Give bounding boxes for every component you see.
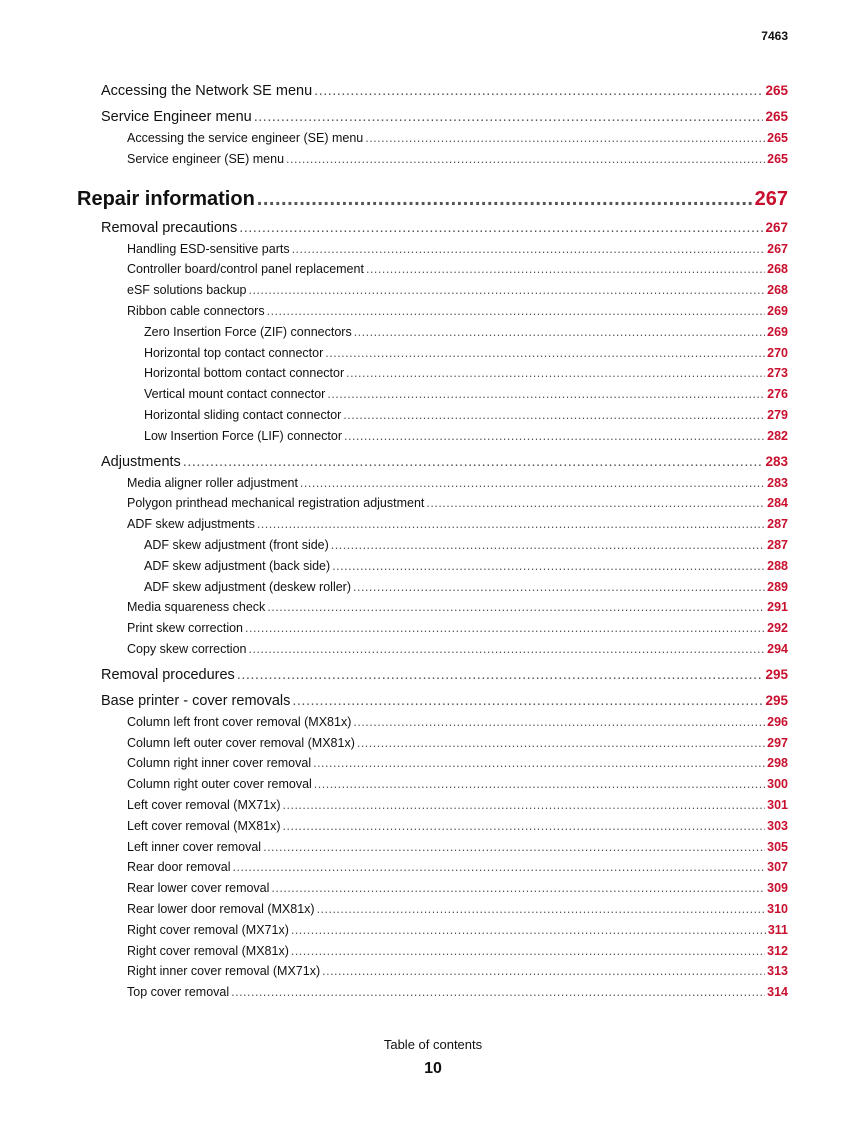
toc-entry[interactable]: [127, 239, 788, 260]
toc-entry-label: Media squareness check: [127, 600, 266, 615]
toc-entry-label: Accessing the Network SE menu: [101, 83, 313, 99]
toc-entry[interactable]: [144, 384, 788, 405]
dot-leader: [300, 473, 765, 494]
toc-entry-page-link[interactable]: 265: [767, 131, 788, 145]
toc-entry-label: ADF skew adjustment (deskew roller): [144, 579, 352, 594]
toc-entry-page-link[interactable]: 289: [767, 579, 788, 594]
toc-entry-page-link[interactable]: 307: [767, 860, 788, 875]
toc-entry-label: Copy skew correction: [127, 641, 247, 656]
toc-entry[interactable]: [127, 941, 788, 962]
toc-entry-label: Left cover removal (MX81x): [127, 818, 281, 833]
toc-entry-label: Horizontal sliding contact connector: [144, 407, 342, 422]
toc-entry-label: Rear lower cover removal: [127, 881, 270, 896]
dot-leader: [286, 149, 765, 170]
table-of-contents: [0, 79, 866, 1003]
toc-entry-page-link[interactable]: 310: [767, 901, 788, 916]
toc-entry[interactable]: [127, 301, 788, 322]
dot-leader: [332, 556, 765, 577]
toc-entry[interactable]: [144, 426, 788, 447]
toc-entry-label: Media aligner roller adjustment: [127, 475, 298, 490]
dot-leader: [291, 941, 765, 962]
toc-entry-label: Horizontal bottom contact connector: [144, 366, 345, 381]
toc-entry[interactable]: [127, 857, 788, 878]
dot-leader: [314, 774, 765, 795]
dot-leader: [357, 733, 765, 754]
toc-entry[interactable]: [127, 837, 788, 858]
toc-entry-page-link[interactable]: 291: [767, 600, 788, 615]
toc-entry-page-link[interactable]: 265: [765, 109, 788, 124]
dot-leader: [292, 239, 766, 260]
dot-leader: [231, 982, 765, 1003]
toc-entry[interactable]: [101, 216, 788, 239]
toc-entry[interactable]: [127, 899, 788, 920]
toc-entry-page-link[interactable]: 298: [767, 756, 788, 771]
toc-entry-page-link[interactable]: 311: [767, 922, 788, 937]
toc-entry-label: Polygon printhead mechanical registration adjustment: [127, 496, 425, 511]
toc-entry[interactable]: [127, 618, 788, 639]
dot-leader: [183, 451, 764, 474]
toc-entry-label: Ribbon cable connectors: [127, 303, 265, 318]
toc-entry-page-link[interactable]: 312: [767, 943, 788, 958]
toc-entry-label: Column right outer cover removal: [127, 777, 312, 792]
toc-entry-label: Right cover removal (MX81x): [127, 943, 289, 958]
toc-entry[interactable]: [101, 105, 788, 128]
toc-entry[interactable]: [127, 473, 788, 494]
toc-entry-page-link[interactable]: 303: [767, 818, 788, 833]
toc-entry-label: Right inner cover removal (MX71x): [127, 964, 321, 979]
dot-leader: [331, 535, 765, 556]
toc-entry-label: ADF skew adjustment (back side): [144, 558, 331, 573]
toc-entry[interactable]: [144, 343, 788, 364]
toc-entry-page-link[interactable]: 295: [765, 692, 788, 708]
toc-entry[interactable]: [127, 753, 788, 774]
toc-entry-label: ADF skew adjustments: [127, 517, 255, 532]
toc-entry-page-link[interactable]: 273: [767, 366, 788, 381]
dot-leader: [346, 363, 765, 384]
dot-leader: [313, 753, 765, 774]
document-number: 7463: [761, 29, 788, 43]
toc-entry[interactable]: [101, 79, 788, 102]
toc-entry[interactable]: [144, 577, 788, 598]
toc-entry-page-link[interactable]: 270: [767, 345, 788, 360]
toc-entry-page-link[interactable]: 265: [767, 151, 788, 166]
toc-entry-label: Rear door removal: [127, 860, 231, 875]
toc-entry[interactable]: [101, 689, 788, 712]
toc-entry-label: Rear lower door removal (MX81x): [127, 901, 315, 916]
toc-entry[interactable]: [127, 733, 788, 754]
toc-entry[interactable]: [127, 712, 788, 733]
toc-entry-label: Zero Insertion Force (ZIF) connectors: [144, 324, 352, 339]
dot-leader: [267, 301, 766, 322]
dot-leader: [343, 405, 765, 426]
toc-entry-label: Removal precautions: [101, 219, 238, 236]
toc-entry-page-link[interactable]: 297: [767, 735, 788, 750]
toc-entry[interactable]: [144, 535, 788, 556]
toc-entry[interactable]: [127, 493, 788, 514]
toc-entry[interactable]: [127, 259, 788, 280]
toc-entry[interactable]: [127, 878, 788, 899]
toc-entry-label: Right cover removal (MX71x): [127, 922, 289, 937]
dot-leader: [249, 280, 766, 301]
dot-leader: [354, 322, 765, 343]
dot-leader: [426, 493, 765, 514]
toc-entry-page-link[interactable]: 269: [767, 303, 788, 318]
dot-leader: [327, 384, 765, 405]
toc-entry[interactable]: [127, 961, 788, 982]
toc-entry-page-link[interactable]: 292: [767, 621, 788, 636]
toc-entry[interactable]: [144, 322, 788, 343]
toc-entry-page-link[interactable]: 268: [767, 283, 788, 298]
toc-entry[interactable]: [144, 363, 788, 384]
dot-leader: [317, 899, 766, 920]
toc-entry-label: Low Insertion Force (LIF) connector: [144, 428, 342, 443]
toc-entry-label: Service engineer (SE) menu: [127, 151, 285, 166]
toc-entry-label: Column right inner cover removal: [127, 756, 312, 771]
toc-entry[interactable]: [127, 280, 788, 301]
dot-leader: [314, 80, 763, 103]
toc-entry-page-link[interactable]: 296: [767, 714, 788, 729]
dot-leader: [267, 597, 765, 618]
toc-entry-label: Horizontal top contact connector: [144, 345, 324, 360]
toc-entry-label: Left cover removal (MX71x): [127, 797, 281, 812]
toc-entry[interactable]: [127, 514, 788, 535]
toc-entry-page-link[interactable]: 268: [767, 262, 788, 277]
toc-entry[interactable]: [127, 597, 788, 618]
dot-leader: [292, 690, 763, 713]
dot-leader: [353, 577, 765, 598]
toc-entry[interactable]: [127, 795, 788, 816]
dot-leader: [257, 514, 765, 535]
toc-entry-page-link[interactable]: 300: [767, 777, 788, 792]
dot-leader: [271, 878, 765, 899]
toc-entry-page-link[interactable]: 314: [767, 985, 788, 1000]
footer-page-number: 10: [424, 1060, 442, 1077]
footer-title: Table of contents: [383, 1037, 483, 1052]
dot-leader: [254, 106, 764, 129]
dot-leader: [249, 639, 766, 660]
dot-leader: [233, 857, 766, 878]
toc-entry-page-link[interactable]: 265: [765, 83, 788, 98]
toc-entry-label: Print skew correction: [127, 621, 244, 636]
toc-entry[interactable]: [127, 982, 788, 1003]
dot-leader: [283, 816, 766, 837]
toc-entry-label: Adjustments: [101, 453, 181, 470]
toc-entry-page-link[interactable]: 313: [767, 964, 788, 979]
toc-entry[interactable]: [101, 663, 788, 686]
toc-entry[interactable]: [101, 450, 788, 473]
toc-entry-label: Repair information: [77, 187, 255, 210]
toc-entry-page-link[interactable]: 288: [767, 558, 788, 573]
toc-entry-label: eSF solutions backup: [127, 283, 247, 298]
toc-entry[interactable]: [127, 128, 788, 149]
dot-leader: [263, 837, 765, 858]
dot-leader: [344, 426, 765, 447]
toc-entry-label: Handling ESD-sensitive parts: [127, 241, 290, 256]
toc-entry[interactable]: [77, 186, 788, 212]
toc-entry-page-link[interactable]: 267: [765, 219, 788, 235]
toc-entry-label: Controller board/control panel replacement: [127, 262, 364, 277]
toc-entry-page-link[interactable]: 287: [767, 537, 788, 552]
toc-entry-label: Vertical mount contact connector: [144, 387, 326, 402]
dot-leader: [257, 186, 753, 212]
dot-leader: [325, 343, 765, 364]
toc-entry-page-link[interactable]: 283: [765, 453, 788, 469]
dot-leader: [237, 664, 764, 687]
toc-entry-page-link[interactable]: 276: [767, 387, 788, 402]
toc-entry-page-link[interactable]: 294: [767, 641, 788, 656]
dot-leader: [322, 961, 765, 982]
toc-entry-page-link[interactable]: 287: [767, 517, 788, 532]
toc-entry-page-link[interactable]: 282: [767, 428, 788, 443]
toc-entry[interactable]: [144, 556, 788, 577]
toc-entry-label: Top cover removal: [127, 985, 230, 1000]
toc-entry-label: Removal procedures: [101, 666, 235, 683]
toc-entry-label: Service Engineer menu: [101, 109, 252, 125]
toc-entry[interactable]: [144, 405, 788, 426]
toc-entry-page-link[interactable]: 267: [754, 187, 788, 210]
toc-entry-page-link[interactable]: 267: [767, 241, 788, 256]
toc-entry-page-link[interactable]: 301: [767, 797, 788, 812]
toc-entry-label: Accessing the service engineer (SE) menu: [127, 131, 364, 145]
toc-entry-page-link[interactable]: 283: [767, 475, 788, 490]
toc-entry[interactable]: [127, 920, 788, 941]
dot-leader: [366, 259, 765, 280]
toc-entry-page-link[interactable]: 269: [767, 324, 788, 339]
toc-entry[interactable]: [127, 816, 788, 837]
dot-leader: [283, 795, 766, 816]
dot-leader: [365, 128, 765, 149]
toc-entry-page-link[interactable]: 305: [767, 839, 788, 854]
dot-leader: [245, 618, 765, 639]
dot-leader: [239, 217, 763, 240]
toc-entry-page-link[interactable]: 295: [765, 666, 788, 682]
toc-entry-label: ADF skew adjustment (front side): [144, 537, 329, 552]
toc-entry-page-link[interactable]: 279: [767, 407, 788, 422]
toc-entry[interactable]: [127, 774, 788, 795]
toc-entry-page-link[interactable]: 309: [767, 881, 788, 896]
toc-entry[interactable]: [127, 149, 788, 170]
toc-entry-label: Column left outer cover removal (MX81x): [127, 735, 355, 750]
toc-entry-label: Left inner cover removal: [127, 839, 262, 854]
dot-leader: [291, 920, 766, 941]
toc-entry[interactable]: [127, 639, 788, 660]
toc-entry-label: Column left front cover removal (MX81x): [127, 714, 352, 729]
dot-leader: [353, 712, 765, 733]
toc-entry-page-link[interactable]: 284: [767, 496, 788, 511]
toc-entry-label: Base printer - cover removals: [101, 692, 291, 709]
